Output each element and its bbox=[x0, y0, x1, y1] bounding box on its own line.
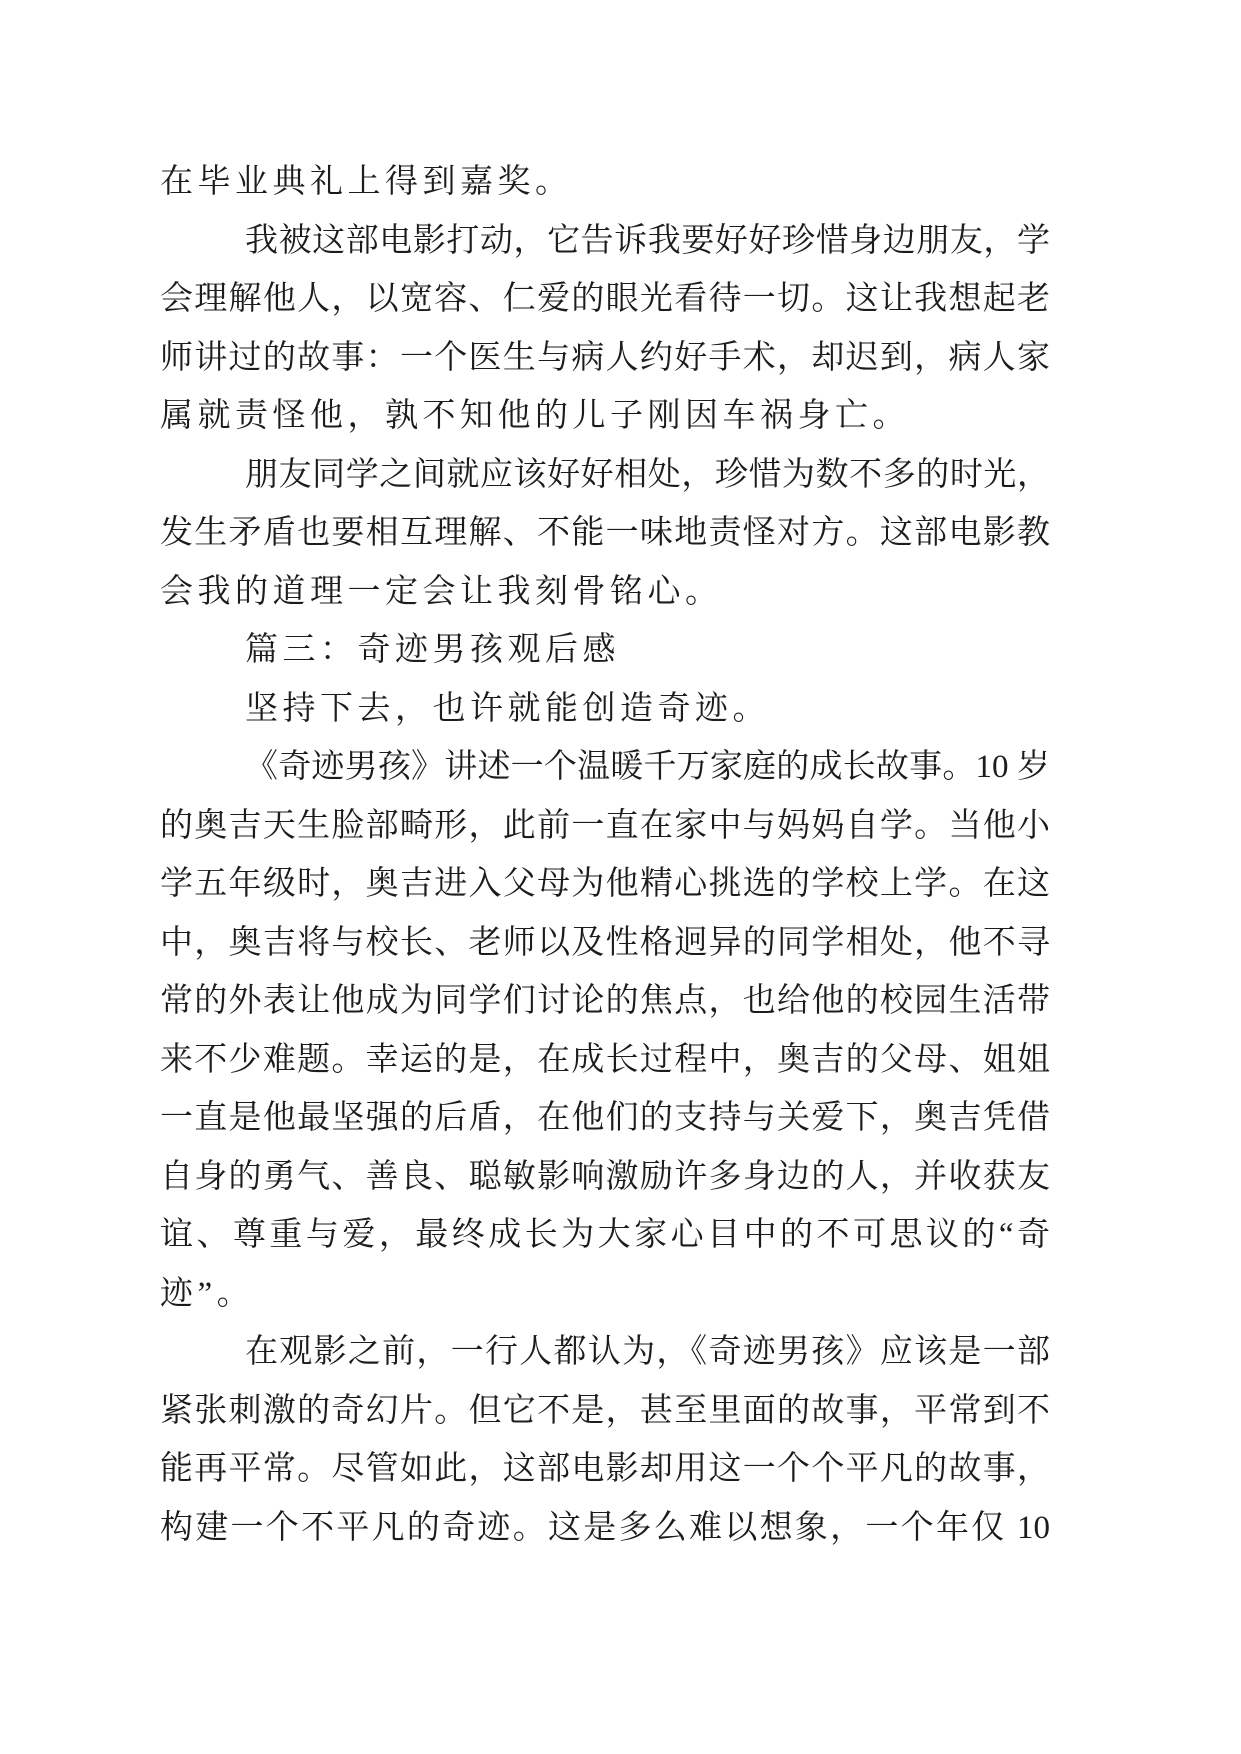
text-line: 我被这部电影打动，它告诉我要好好珍惜身边朋友，学 bbox=[245, 222, 1050, 259]
text-line: 中，奥吉将与校长、老师以及性格迥异的同学相处，他不寻 bbox=[160, 924, 1050, 961]
text-line: 构建一个不平凡的奇迹。这是多么难以想象，一个年仅 10 bbox=[160, 1509, 1050, 1546]
text-line: 在毕业典礼上得到嘉奖。 bbox=[160, 164, 573, 200]
text-line: 紧张刺激的奇幻片。但它不是，甚至里面的故事，平常到不 bbox=[160, 1392, 1050, 1429]
text-line: 《奇迹男孩》讲述一个温暖千万家庭的成长故事。10 岁 bbox=[245, 749, 1050, 785]
text-line: 属就责怪他，孰不知他的儿子刚因车祸身亡。 bbox=[160, 398, 910, 434]
text-line: 的奥吉天生脸部畸形，此前一直在家中与妈妈自学。当他小 bbox=[160, 807, 1050, 844]
text-line: 发生矛盾也要相互理解、不能一味地责怪对方。这部电影教 bbox=[160, 515, 1050, 551]
text-line: 坚持下去，也许就能创造奇迹。 bbox=[245, 690, 770, 727]
text-line: 篇三：奇迹男孩观后感 bbox=[245, 632, 620, 668]
text-line: 自身的勇气、善良、聪敏影响激励许多身边的人，并收获友 bbox=[160, 1158, 1050, 1195]
text-line: 来不少难题。幸运的是，在成长过程中，奥吉的父母、姐姐 bbox=[160, 1041, 1050, 1078]
text-line: 学五年级时，奥吉进入父母为他精心挑选的学校上学。在这 bbox=[160, 866, 1050, 902]
text-line: 一直是他最坚强的后盾，在他们的支持与关爱下，奥吉凭借 bbox=[160, 1100, 1050, 1136]
text-line: 师讲过的故事：一个医生与病人约好手术，却迟到，病人家 bbox=[160, 339, 1050, 376]
document-content bbox=[160, 153, 1050, 1557]
text-line: 谊、尊重与爱，最终成长为大家心目中的不可思议的“奇 bbox=[160, 1217, 1050, 1253]
text-line: 在观影之前，一行人都认为，《奇迹男孩》应该是一部 bbox=[245, 1334, 1050, 1370]
text-line: 常的外表让他成为同学们讨论的焦点，也给他的校园生活带 bbox=[160, 983, 1050, 1019]
text-line: 迹”。 bbox=[160, 1275, 255, 1312]
text-line: 能再平常。尽管如此，这部电影却用这一个个平凡的故事， bbox=[160, 1451, 1050, 1487]
text-line: 会我的道理一定会让我刻骨铭心。 bbox=[160, 573, 723, 610]
text-line: 会理解他人，以宽容、仁爱的眼光看待一切。这让我想起老 bbox=[160, 281, 1050, 317]
text-line: 朋友同学之间就应该好好相处，珍惜为数不多的时光， bbox=[245, 456, 1050, 493]
